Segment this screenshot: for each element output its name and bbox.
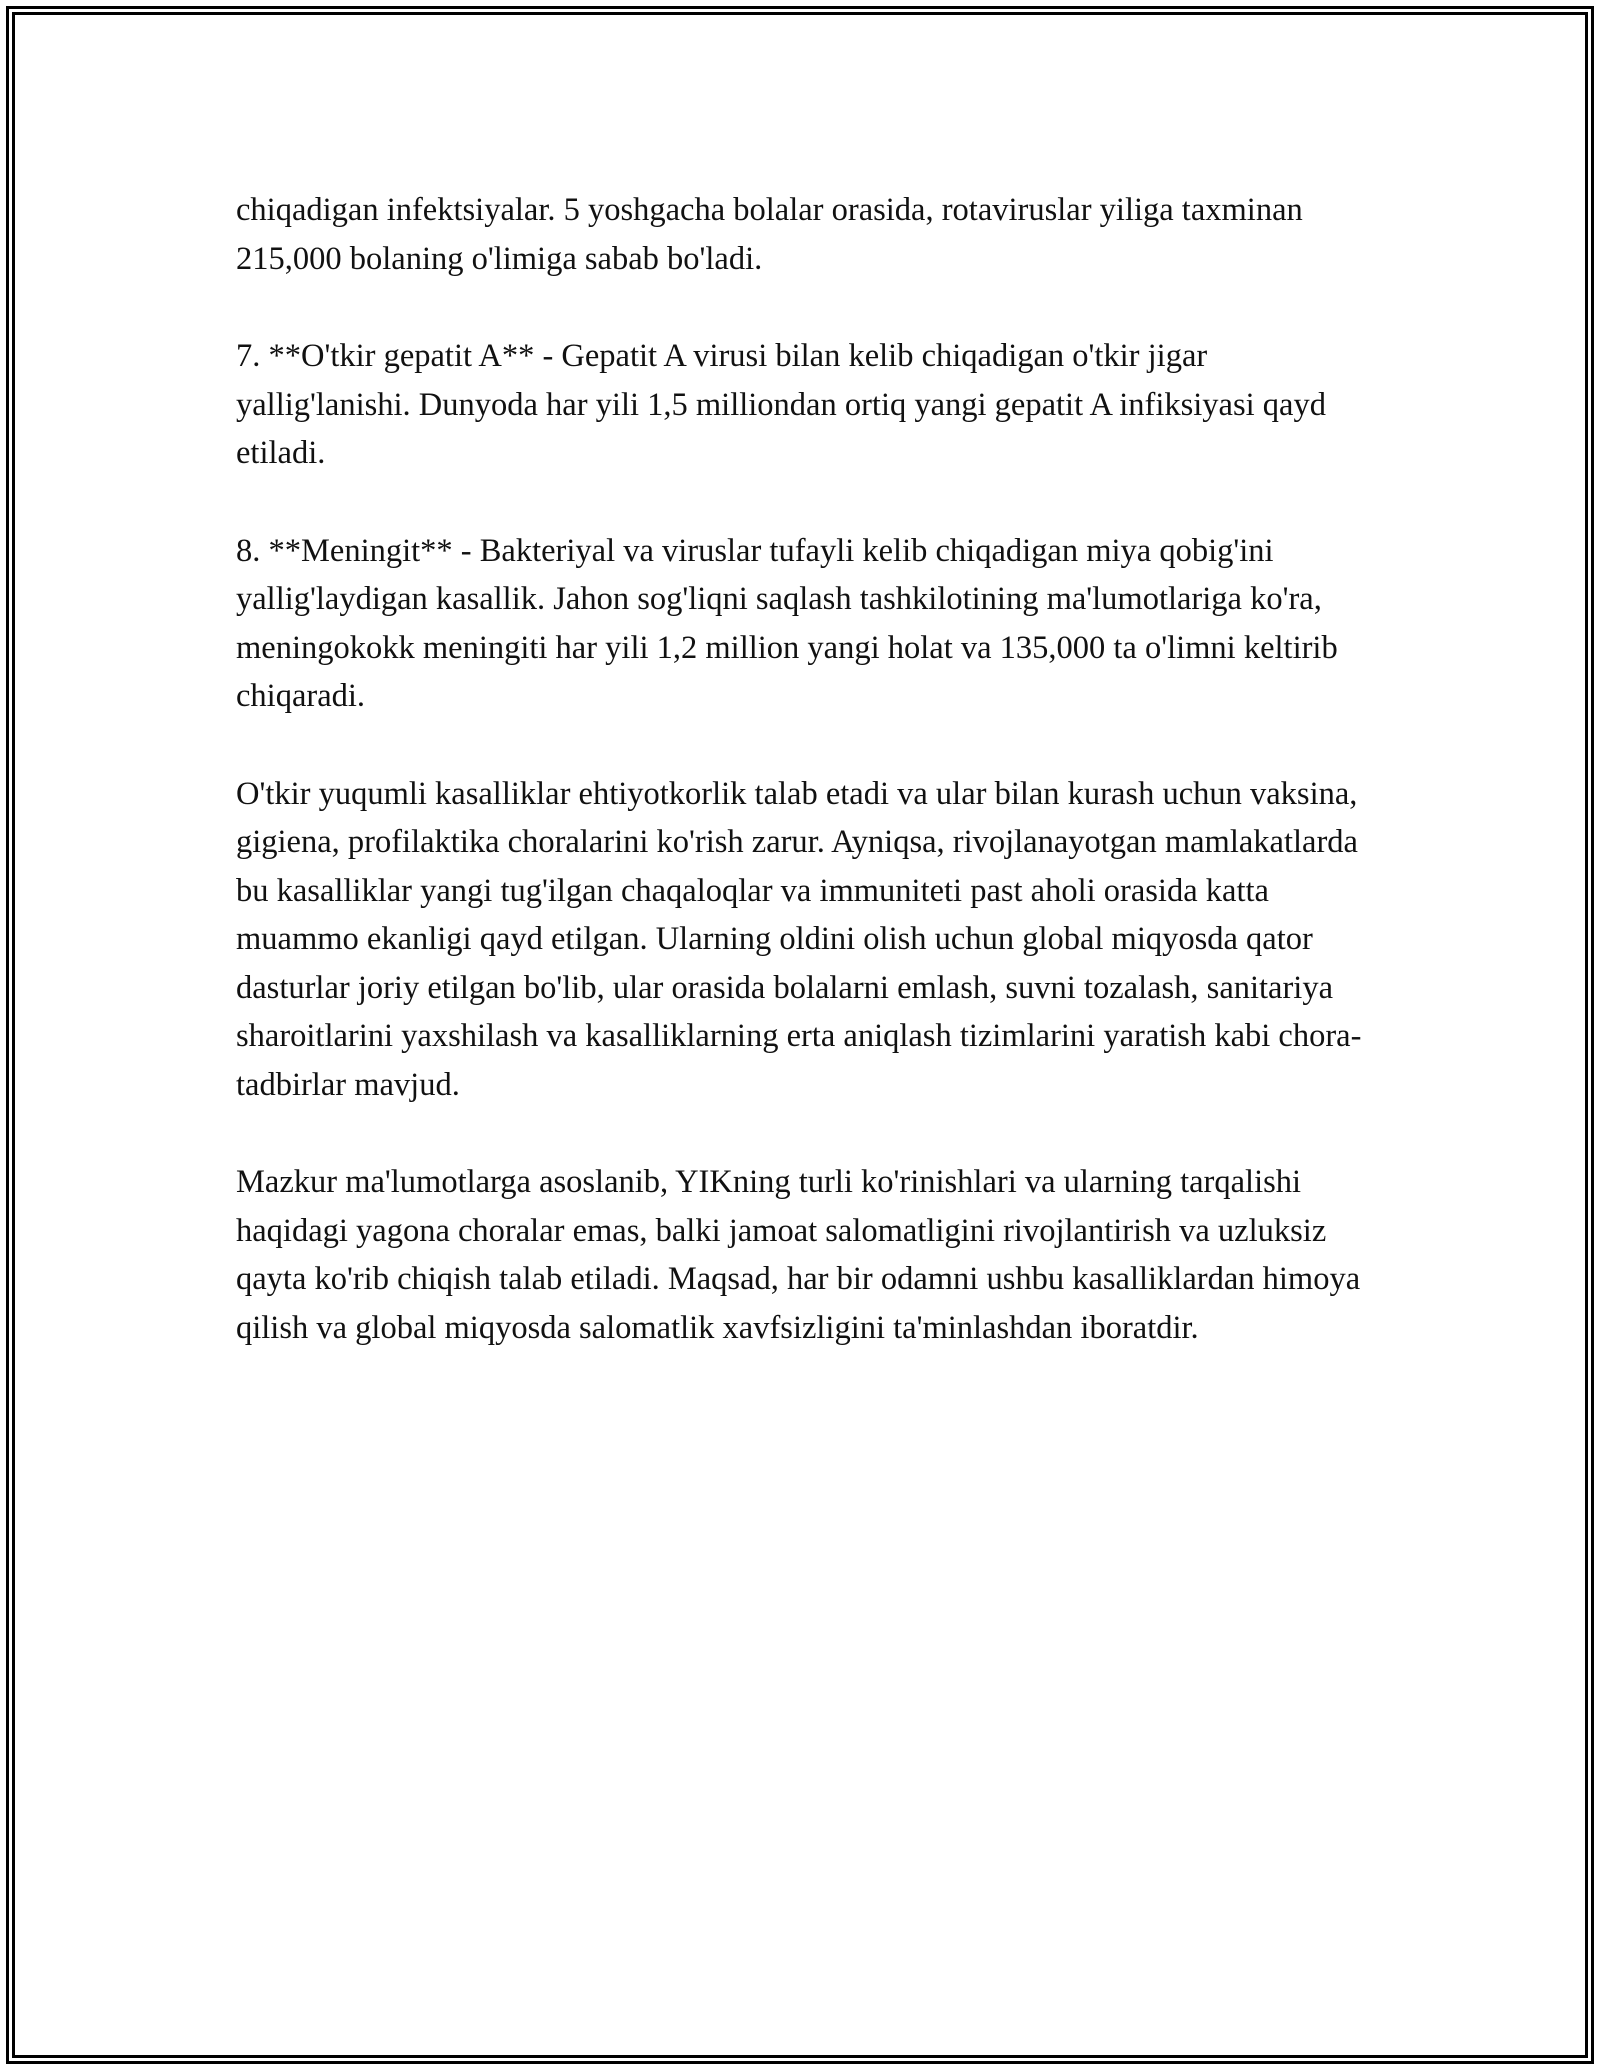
document-body bbox=[236, 186, 1376, 1401]
paragraph-meningitis: 8. **Meningit** - Bakteriyal va viruslar tufayli kelib chiqadigan miya qobig'ini yallig'laydigan kasallik. Jahon sog'liqni saqlash tashkilotining ma'lumotlariga ko'ra, meningokokk meningiti har yili 1,2 million yangi holat va 135,000 ta o'limni keltirib chiqaradi. bbox=[236, 532, 1338, 714]
paragraph-rotavirus-continuation: chiqadigan infektsiyalar. 5 yoshgacha bolalar orasida, rotaviruslar yiliga taxminan 215,000 bolaning o'limiga sabab bo'ladi. bbox=[236, 192, 1303, 277]
paragraph-hepatitis-a: 7. **O'tkir gepatit A** - Gepatit A virusi bilan kelib chiqadigan o'tkir jigar yallig'lanishi. Dunyoda har yili 1,5 milliondan ortiq yangi gepatit A infiksiyasi qayd etiladi. bbox=[236, 338, 1326, 471]
paragraph-conclusion: Mazkur ma'lumotlarga asoslanib, YIKning turli ko'rinishlari va ularning tarqalishi haqidagi yagona choralar emas, balki jamoat salomatligini rivojlantirish va uzluksiz qayta ko'rib chiqish talab etiladi. Maqsad, har bir odamni ushbu kasalliklardan himoya qilish va global miqyosda salomatlik xavfsizligini ta'minlashdan iboratdir. bbox=[236, 1164, 1361, 1346]
paragraph-prevention: O'tkir yuqumli kasalliklar ehtiyotkorlik talab etadi va ular bilan kurash uchun vaksina, gigiena, profilaktika choralarini ko'rish zarur. Ayniqsa, rivojlanayotgan mamlakatlarda bu kasalliklar yangi tug'ilgan chaqaloqlar va immuniteti past aholi orasida katta muammo ekanligi qayd etilgan. Ularning oldini olish uchun global miqyosda qator dasturlar joriy etilgan bo'lib, ular orasida bolalarni emlash, suvni tozalash, sanitariya sharoitlarini yaxshilash va kasalliklarning erta aniqlash tizimlarini yaratish kabi chora-tadbirlar mavjud. bbox=[236, 775, 1362, 1103]
